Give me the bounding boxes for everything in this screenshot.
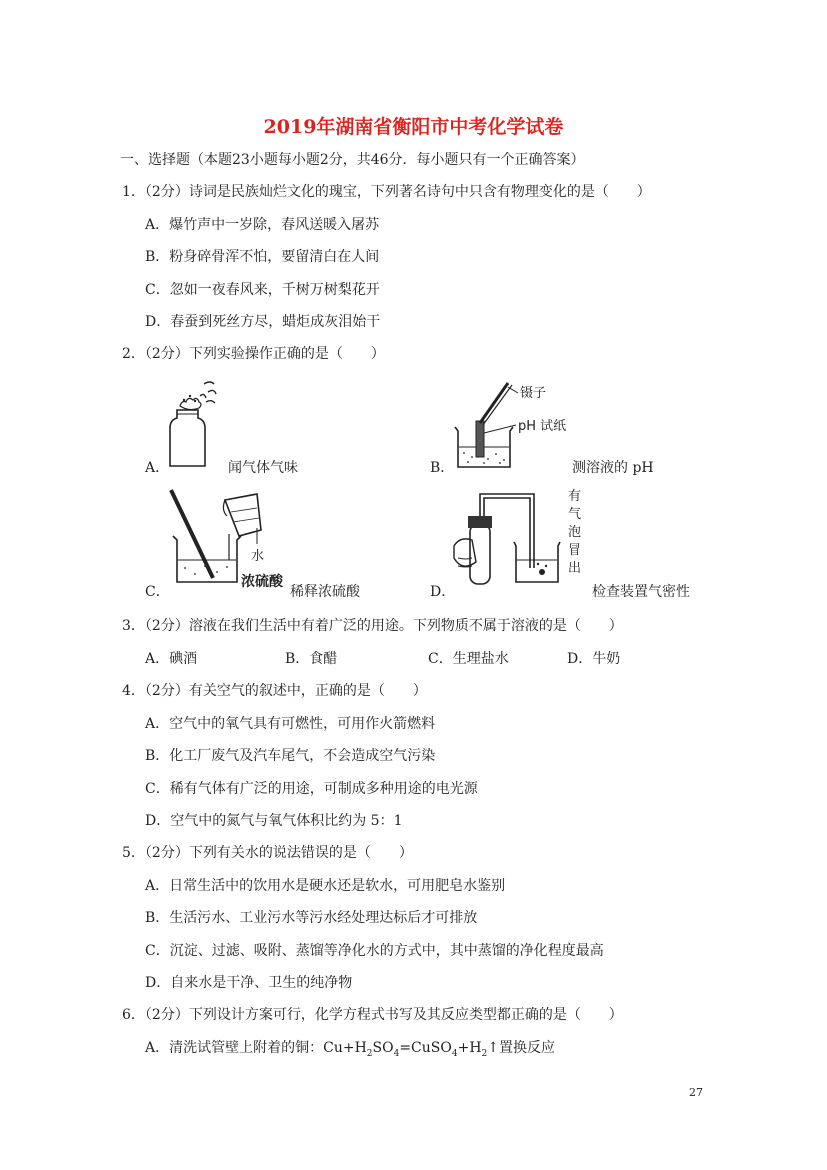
label-ph-paper: pH 试纸 [518,419,567,434]
q3-option-c: C．生理盐水 [428,651,509,667]
q3-option-d: D．牛奶 [567,651,621,667]
q2-option-a-text: 闻气体气味 [228,460,298,476]
q4-stem: 4．（2分）有关空气的叙述中，正确的是（ ） [122,683,427,699]
q5-option-d: D．自来水是干净、卫生的纯净物 [145,975,353,991]
dilute-acid-figure [165,486,295,590]
label-concentrated-acid: 浓硫酸 [241,574,283,590]
q4-option-b: B．化工厂废气及汽车尾气，不会造成空气污染 [145,748,436,764]
page-title: 2019年湖南省衡阳市中考化学试卷 [263,116,564,138]
label-bubbles-4: 冒 [568,543,582,558]
label-bubbles-2: 气 [568,507,582,522]
q4-option-a: A．空气中的氧气具有可燃性，可用作火箭燃料 [145,716,436,732]
page-number: 27 [689,1086,703,1099]
q3-option-a: A．碘酒 [145,651,198,667]
q6-stem: 6．（2分）下列设计方案可行，化学方程式书写及其反应类型都正确的是（ ） [122,1007,623,1023]
q1-option-a: A．爆竹声中一岁除，春风送暖入屠苏 [145,217,380,233]
q3-option-b: B．食醋 [285,651,338,667]
q2-option-b-letter: B． [430,460,455,476]
label-bubbles-5: 出 [568,561,582,576]
q5-option-c: C．沉淀、过滤、吸附、蒸馏等净化水的方式中，其中蒸馏的净化程度最高 [145,943,604,959]
label-tweezers: 镊子 [520,386,547,401]
q2-option-c-letter: C． [145,584,170,600]
q2-stem: 2．（2分）下列实验操作正确的是（ ） [122,346,385,362]
q1-stem: 1．（2分）诗词是民族灿烂文化的瑰宝，下列著名诗句中只含有物理变化的是（ ） [122,184,651,200]
q4-option-d: D．空气中的氮气与氧气体积比约为 5：1 [145,813,403,829]
label-bubbles-1: 有 [568,489,582,504]
label-water: 水 [251,549,265,564]
q5-option-a: A．日常生活中的饮用水是硬水还是软水，可用肥皂水鉴别 [145,878,506,894]
q5-option-b: B．生活污水、工业污水等污水经处理达标后才可排放 [145,910,478,926]
q2-option-c-text: 稀释浓硫酸 [290,584,360,600]
q4-option-c: C．稀有气体有广泛的用途，可制成多种用途的电光源 [145,781,478,797]
section-heading: 一、选择题（本题23小题每小题2分，共46分．每小题只有一个正确答案） [120,152,585,168]
q2-option-a-letter: A． [145,460,170,476]
q6-option-a: A．清洗试管壁上附着的铜：$Cu+H_2SO_4=CuSO_4+H_2↑$置换反应 [145,1040,556,1059]
q1-option-c: C．忽如一夜春风来，千树万树梨花开 [145,282,380,298]
label-bubbles-3: 泡 [568,525,582,540]
ph-test-figure [450,375,585,475]
q2-option-d-text: 检查装置气密性 [592,584,690,600]
q1-option-d: D．春蚕到死丝方尽，蜡炬成灰泪始干 [145,314,381,330]
q2-option-d-letter: D． [430,584,456,600]
q3-stem: 3．（2分）溶液在我们生活中有着广泛的用途。下列物质不属于溶液的是（ ） [122,618,623,634]
q1-option-b: B．粉身碎骨浑不怕，要留清白在人间 [145,249,380,265]
airtightness-figure [450,486,590,590]
smell-gas-figure [160,378,230,473]
q2-option-b-text: 测溶液的 pH [572,460,654,476]
q5-stem: 5．（2分）下列有关水的说法错误的是（ ） [122,845,413,861]
